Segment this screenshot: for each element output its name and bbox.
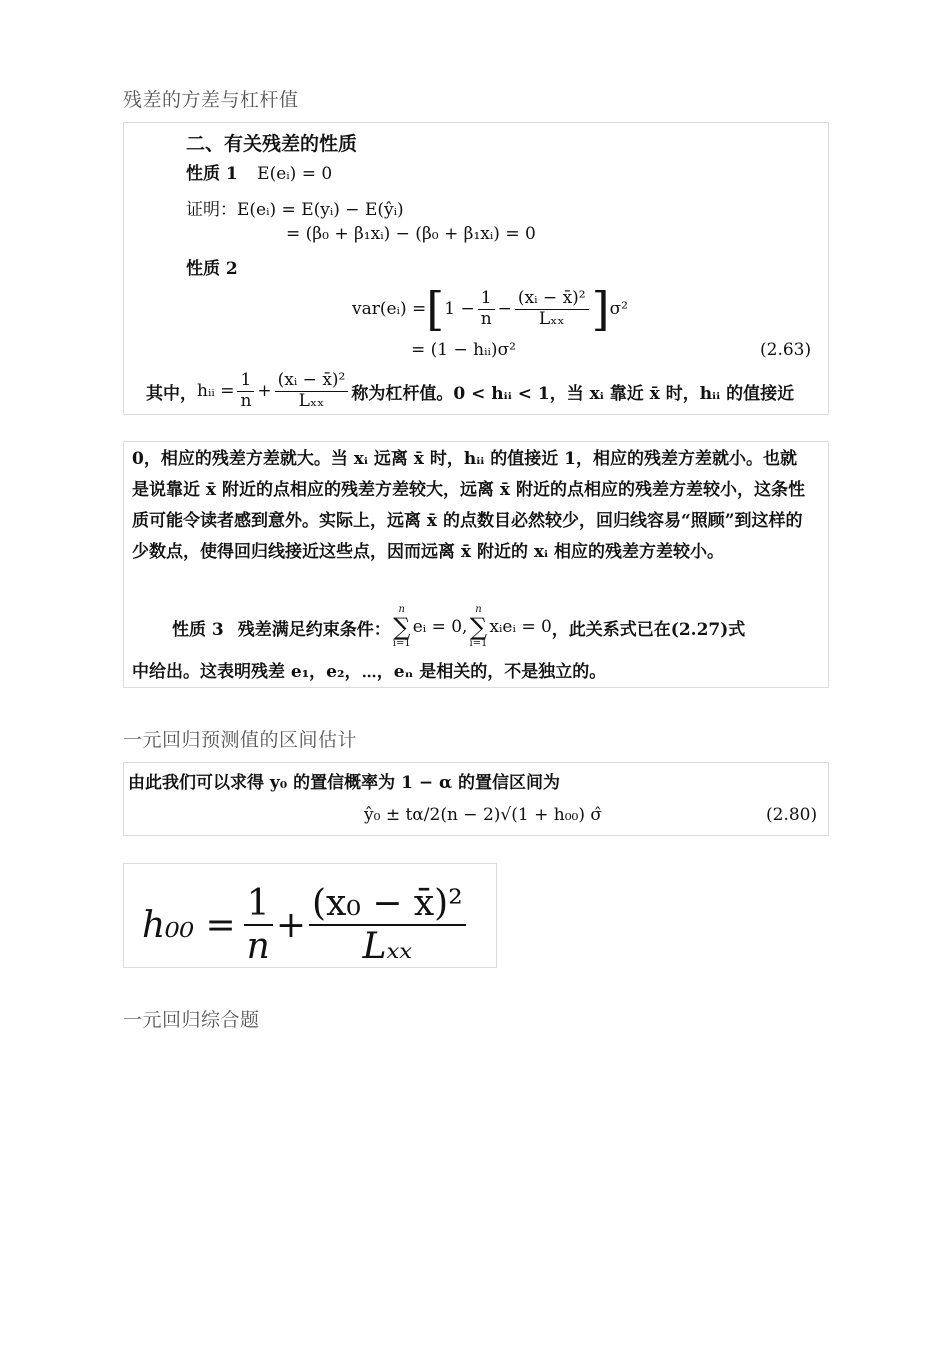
- residual-explanation-image: [123, 441, 829, 688]
- fraction-numerator: (x₀ − x̄)²: [309, 883, 466, 926]
- proof-label: 证明：: [186, 200, 237, 220]
- property-3: [172, 602, 745, 652]
- h00-formula: [142, 870, 469, 968]
- fraction-numerator: 1: [237, 371, 254, 392]
- property-3-text: 残差满足约束条件：: [237, 619, 391, 640]
- section-heading-prediction-interval: 一元回归预测值的区间估计: [123, 729, 358, 751]
- sigma-squared: σ²: [609, 299, 628, 319]
- plus-sign: +: [275, 904, 307, 946]
- interval-intro: 由此我们可以求得 y₀ 的置信概率为 1 − α 的置信区间为: [128, 773, 560, 793]
- fraction-sq-dev-over-lxx: [515, 289, 589, 329]
- property-3-label: 性质 3: [172, 619, 224, 640]
- fraction-denominator: n: [246, 926, 270, 967]
- sum1-body: eᵢ = 0,: [412, 617, 468, 637]
- fraction-numerator: (xᵢ − x̄)²: [515, 289, 589, 310]
- left-bracket: [: [426, 282, 445, 336]
- leverage-definition: [146, 367, 794, 415]
- h-lhs: hᵢᵢ =: [197, 381, 235, 401]
- fraction-sq-dev-over-lxx: [309, 883, 466, 968]
- fraction-denominator: n: [480, 308, 492, 329]
- fraction-denominator: Lₓₓ: [362, 926, 413, 967]
- fraction-one-over-n: [478, 289, 495, 329]
- sum-upper: n: [398, 604, 405, 615]
- property-2-label: 性质 2: [186, 259, 238, 279]
- section-heading-comprehensive: 一元回归综合题: [123, 1009, 260, 1031]
- sum-upper: n: [475, 604, 482, 615]
- fraction-denominator: Lₓₓ: [538, 308, 565, 329]
- fraction-numerator: 1: [478, 289, 495, 310]
- h00-formula-image: [123, 863, 497, 968]
- fraction-one-over-n: [237, 371, 254, 411]
- plus-sign: +: [257, 381, 272, 401]
- sum-symbol: [469, 605, 487, 649]
- minus-sign: −: [497, 299, 512, 319]
- prediction-interval-image: [123, 762, 829, 836]
- variance-line-2: = (1 − hᵢᵢ)σ²: [411, 340, 516, 360]
- interval-formula: ŷ₀ ± tα/2(n − 2)√(1 + h₀₀) σ̂: [364, 805, 602, 825]
- property-3-tail: ，此关系式已在(2.27)式: [551, 619, 746, 640]
- where-label: 其中，: [146, 383, 197, 404]
- fraction-denominator: n: [240, 390, 252, 411]
- sum-sign: ∑: [469, 613, 488, 641]
- fraction-numerator: 1: [244, 883, 273, 926]
- right-bracket: ]: [591, 282, 610, 336]
- proof-line-1: [186, 195, 404, 220]
- equation-number-280: (2.80): [766, 805, 818, 825]
- property-1: [186, 159, 332, 184]
- sum-sign: ∑: [393, 613, 411, 641]
- proof-formula-1: E(eᵢ) = E(yᵢ) − E(ŷᵢ): [237, 200, 404, 220]
- equation-number-263: (2.63): [760, 340, 812, 360]
- explanation-paragraph: 0，相应的残差方差就大。当 xᵢ 远离 x̄ 时，hᵢᵢ 的值接近 1，相应的残差方差就小。也就是说靠近 x̄ 附近的点相应的残差方差较大，远离 x̄ 附近的点相应的残差方差较小，这条性质可能令读者感到意外。实际上，远离 x̄ 的点数目必然较少，回归线容易“照顾”到这样的少数点，使得回归线接近这些点，因而远离 x̄ 附近的 xᵢ 相应的残差方差较小。: [132, 449, 805, 562]
- residual-properties-image: [123, 122, 829, 415]
- property-1-label: 性质 1: [186, 164, 238, 184]
- box-title: 二、有关残差的性质: [186, 133, 358, 155]
- one-minus: 1 −: [444, 299, 475, 319]
- fraction-denominator: Lₓₓ: [298, 390, 325, 411]
- proof-line-2: = (β₀ + β₁xᵢ) − (β₀ + β₁xᵢ) = 0: [286, 224, 536, 244]
- where-tail: 称为杠杆值。0 < hᵢᵢ < 1，当 xᵢ 靠近 x̄ 时，hᵢᵢ 的值接近: [351, 383, 795, 404]
- property-1-formula: E(eᵢ) = 0: [257, 164, 333, 184]
- h00-lhs: h₀₀ =: [142, 904, 236, 946]
- independence-line: 中给出。这表明残差 e₁，e₂，⋯，eₙ 是相关的，不是独立的。: [132, 662, 607, 682]
- sum-lower: i=1: [392, 638, 411, 649]
- section-heading-leverage: 残差的方差与杠杆值: [123, 89, 299, 111]
- sum-symbol: [393, 605, 411, 649]
- sum-lower: i=1: [469, 638, 488, 649]
- fraction-sq-dev-over-lxx: [275, 371, 349, 411]
- fraction-one-over-n: [244, 883, 273, 968]
- variance-lhs: var(eᵢ) =: [352, 299, 427, 319]
- sum2-body: xᵢeᵢ = 0: [489, 617, 552, 637]
- fraction-numerator: (xᵢ − x̄)²: [275, 371, 349, 392]
- variance-formula: [352, 281, 628, 337]
